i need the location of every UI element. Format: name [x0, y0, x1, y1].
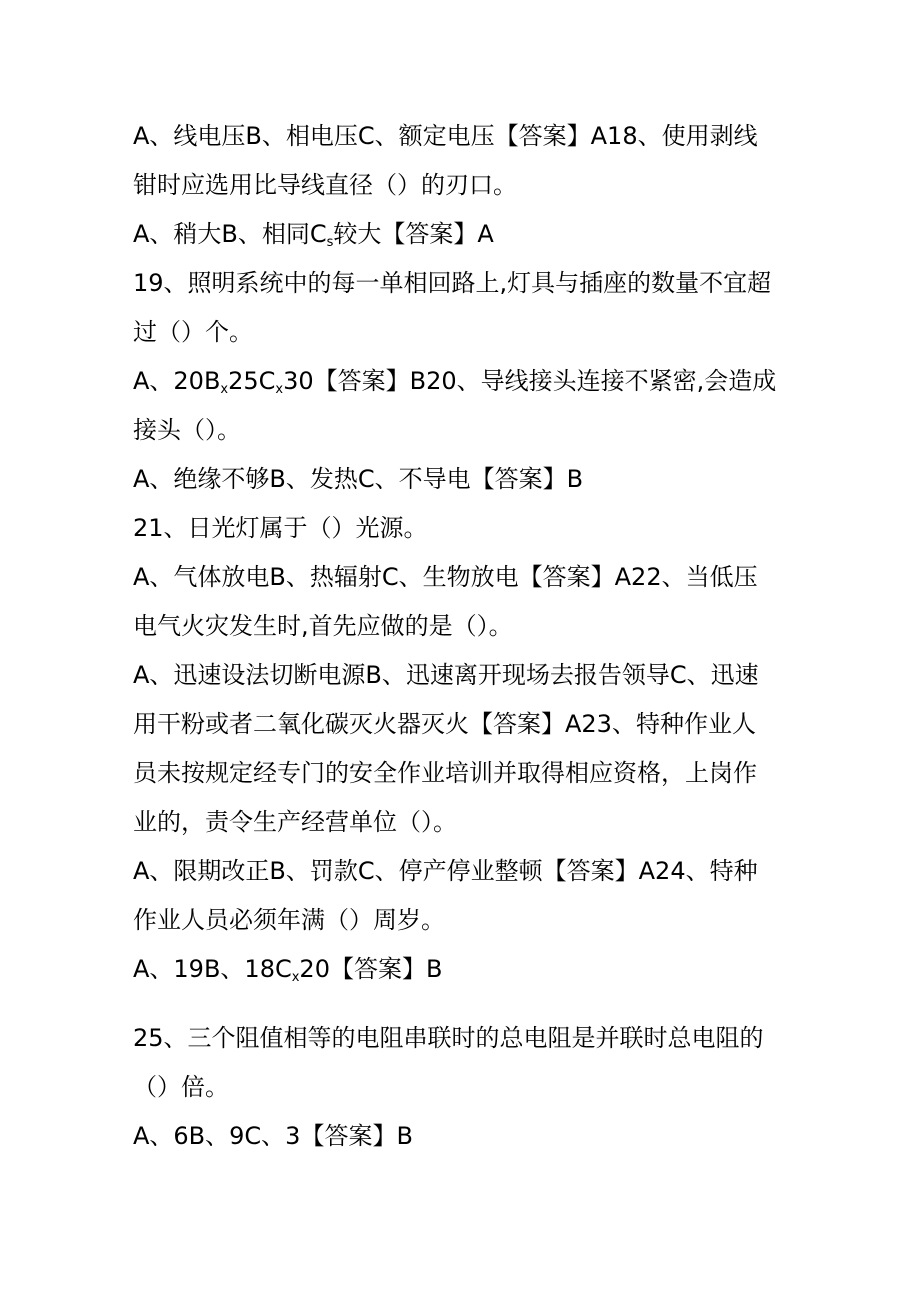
text-segment: A、稍大B、相同C — [133, 220, 327, 248]
text-line — [133, 945, 793, 994]
text-segment: A、20B — [133, 367, 221, 395]
text-line — [133, 504, 793, 553]
text-line — [133, 651, 793, 700]
text-subscript: x — [291, 970, 300, 985]
text-line — [133, 749, 793, 798]
text-line — [133, 602, 793, 651]
document-body — [133, 112, 793, 1161]
text-segment: 19、照明系统中的每一单相回路上,灯具与插座的数量不宜超 — [133, 269, 772, 297]
text-line — [133, 798, 793, 847]
text-segment: A、迅速设法切断电源B、迅速离开现场去报告领导C、迅速 — [133, 661, 759, 689]
text-segment: A、19B、18C — [133, 955, 292, 983]
text-segment: A、绝缘不够B、发热C、不导电【答案】B — [133, 465, 584, 493]
text-segment: 较大【答案】A — [333, 220, 494, 248]
text-subscript: x — [220, 382, 229, 397]
text-line — [133, 308, 793, 357]
text-line — [133, 1014, 793, 1063]
text-line — [133, 357, 793, 406]
text-segment: 业的，责令生产经营单位（）。 — [133, 808, 457, 836]
text-line — [133, 210, 793, 259]
text-line — [133, 896, 793, 945]
text-segment: A、6B、9C、3【答案】B — [133, 1122, 413, 1150]
text-segment: 25、三个阻值相等的电阻串联时的总电阻是并联时总电阻的 — [133, 1024, 764, 1052]
text-line — [133, 406, 793, 455]
text-segment: 30【答案】B20、导线接头连接不紧密,会造成 — [283, 367, 777, 395]
text-segment: 钳时应选用比导线直径（）的刃口。 — [133, 171, 517, 199]
text-segment: A、气体放电B、热辐射C、生物放电【答案】A22、当低压 — [133, 563, 758, 591]
text-segment: 25C — [228, 367, 276, 395]
text-segment: （）倍。 — [133, 1073, 229, 1101]
text-segment: 20【答案】B — [299, 955, 443, 983]
text-segment: A、限期改正B、罚款C、停产停业整顿【答案】A24、特种 — [133, 857, 758, 885]
text-line — [133, 1112, 793, 1161]
text-subscript: s — [326, 235, 334, 250]
text-line — [133, 700, 793, 749]
text-line — [133, 553, 793, 602]
text-segment: 过（）个。 — [133, 318, 253, 346]
text-segment: 电气火灾发生时,首先应做的是（）。 — [133, 612, 513, 640]
text-segment: 员未按规定经专门的安全作业培训并取得相应资格，上岗作 — [133, 759, 757, 787]
text-segment: 21、日光灯属于（）光源。 — [133, 514, 428, 542]
text-line — [133, 1063, 793, 1112]
text-segment: 作业人员必须年满（）周岁。 — [133, 906, 445, 934]
text-line — [133, 847, 793, 896]
text-line — [133, 112, 793, 161]
paragraph-gap — [133, 994, 793, 1014]
text-line — [133, 455, 793, 504]
text-segment: 接头（）。 — [133, 416, 241, 444]
text-segment: 用干粉或者二氧化碳灭火器灭火【答案】A23、特种作业人 — [133, 710, 756, 738]
text-segment: A、线电压B、相电压C、额定电压【答案】A18、使用剥线 — [133, 122, 758, 150]
text-subscript: x — [275, 382, 284, 397]
text-line — [133, 259, 793, 308]
text-line — [133, 161, 793, 210]
